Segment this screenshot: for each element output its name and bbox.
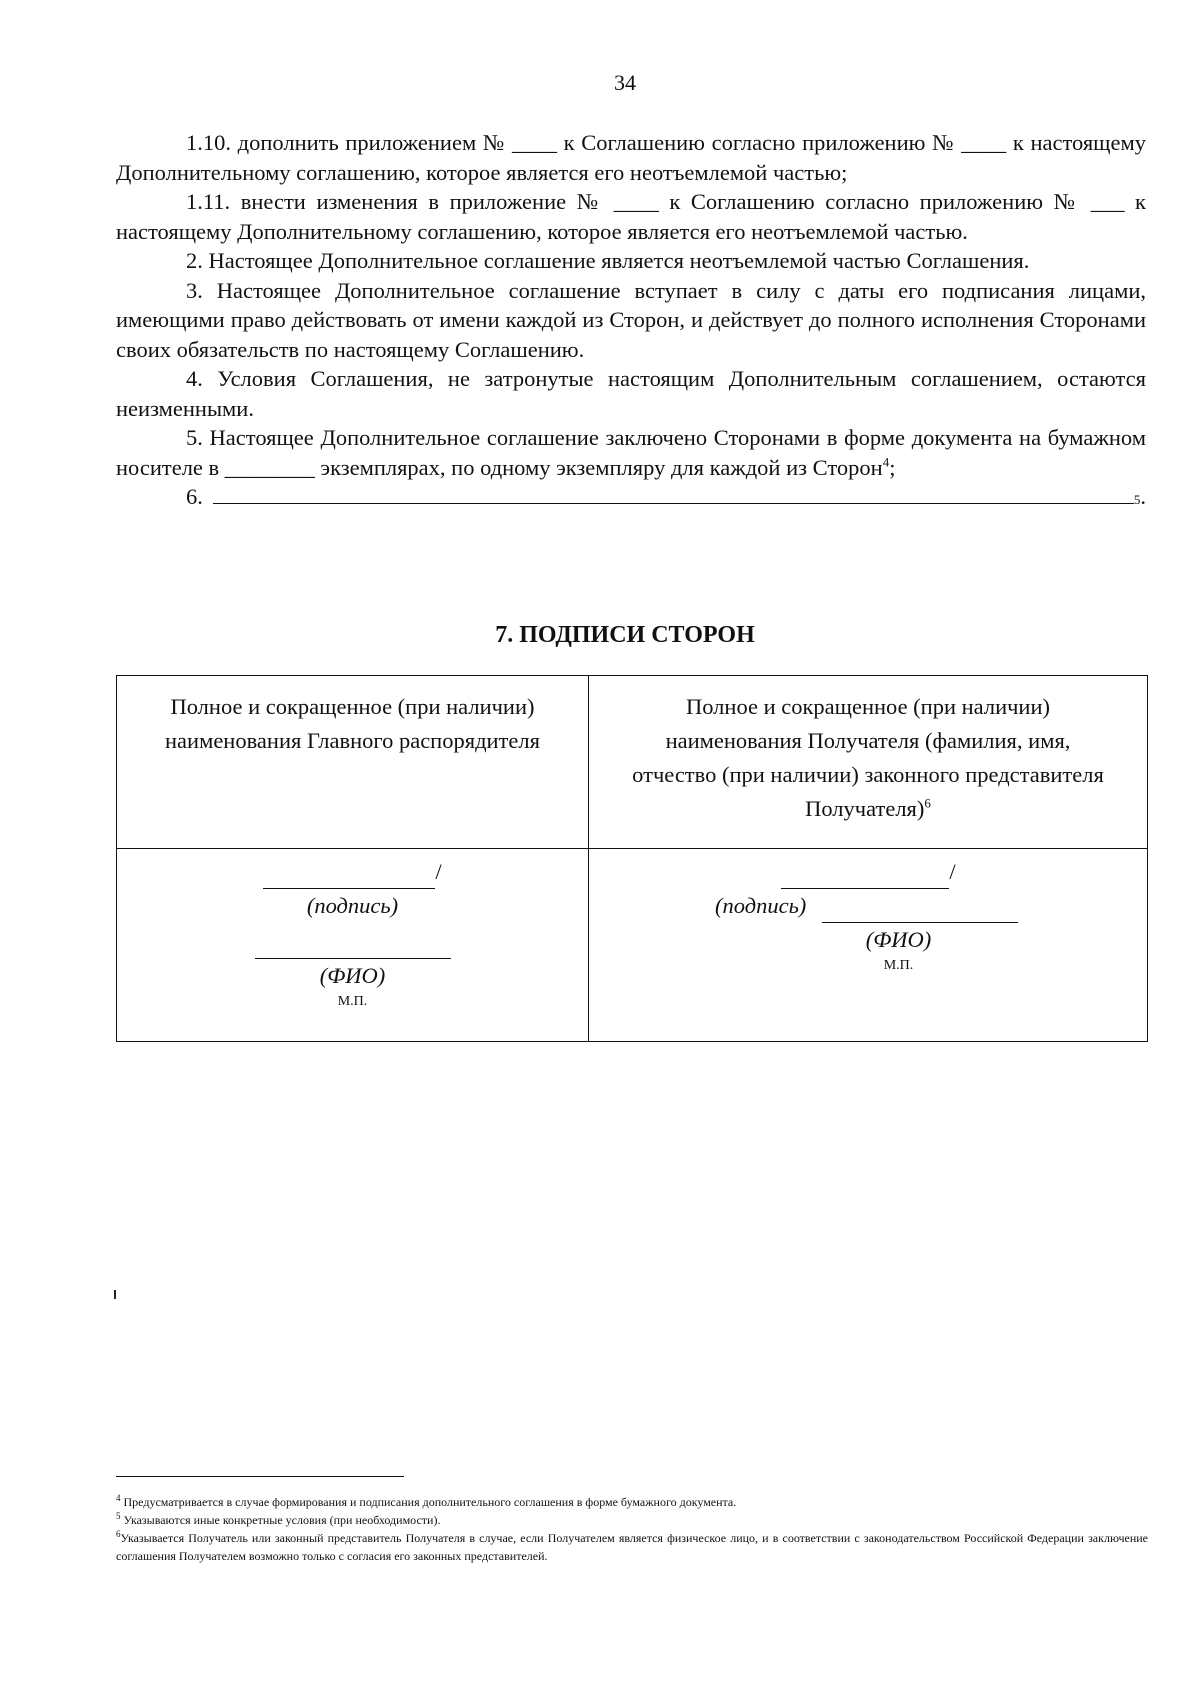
footnotes <box>116 1493 1148 1565</box>
section-title: 7. ПОДПИСИ СТОРОН <box>495 622 755 648</box>
footnote-ref-6: 6 <box>924 795 931 811</box>
left-signature-label: (подпись) <box>306 893 399 918</box>
paragraph-6: 6. 5 . <box>116 482 1146 512</box>
footnote-4 <box>116 1493 1148 1511</box>
left-party-header-cell <box>117 676 589 849</box>
signatures-row <box>117 849 1148 1042</box>
footnote-5 <box>116 1511 1148 1529</box>
left-signature-slash: / <box>435 859 442 884</box>
footnote-4-text: Предусматривается в случае формирования и подписания дополнительного соглашения в форме бумажного документа. <box>123 1495 737 1509</box>
left-signature-blank <box>263 864 435 889</box>
footnote-5-mark: 5 <box>116 1511 121 1521</box>
right-signature-line <box>589 855 1148 889</box>
signatures-table <box>116 675 1148 1042</box>
right-party-header-cell <box>589 676 1148 849</box>
paragraph-6-end: . <box>1140 484 1146 509</box>
paragraph-5-text: 5. Настоящее Дополнительное соглашение заключено Сторонами в форме документа на бумажном носителе в ________ экземплярах, по одному экземпляру для каждой из Сторон <box>116 425 1146 480</box>
right-signature-cell <box>589 849 1148 1042</box>
right-stamp-label: М.П. <box>883 958 914 973</box>
right-signature-label-row <box>589 889 1148 923</box>
left-signature-line <box>117 855 588 889</box>
paragraph-3: 3. Настоящее Дополнительное соглашение вступает в силу с даты его подписания лицами, имеющими право действовать от имени каждой из Сторон, и действует до полного исполнения Сторонами своих обязательств по настоящему Соглашению. <box>116 277 1146 362</box>
paragraph-1-11: 1.11. внести изменения в приложение № ____ к Соглашению согласно приложению № ___ к настоящему Дополнительному соглашению, которое является его неотъемлемой частью. <box>116 189 1146 244</box>
left-fio-line <box>117 925 588 959</box>
right-signature-block <box>589 855 1148 975</box>
right-party-header <box>589 690 1147 826</box>
paragraph-2: 2. Настоящее Дополнительное соглашение является неотъемлемой частью Соглашения. <box>186 248 1030 273</box>
left-fio-label: (ФИО) <box>319 963 386 988</box>
left-signature-cell <box>117 849 589 1042</box>
footnote-4-mark: 4 <box>116 1493 121 1503</box>
page-number: 34 <box>614 70 636 95</box>
footnote-ref-4: 4 <box>882 454 890 469</box>
left-party-header: Полное и сокращенное (при наличии) наименования Главного распорядителя <box>165 694 540 753</box>
right-party-header-text: Полное и сокращенное (при наличии) наименования Получателя (фамилия, имя, отчество (при наличии) законного представителя Получателя) <box>632 694 1104 821</box>
footnote-6-mark: 6 <box>116 1529 121 1539</box>
paragraph-4: 4. Условия Соглашения, не затронутые настоящим Дополнительным соглашением, остаются неизменными. <box>116 366 1146 421</box>
paragraph-6-number: 6. <box>186 484 203 509</box>
document-body <box>116 128 1146 512</box>
footnote-separator <box>116 1476 404 1477</box>
paragraph-5-end: ; <box>889 454 896 480</box>
right-fio-blank <box>822 898 1018 923</box>
footnote-6 <box>116 1529 1148 1565</box>
right-signature-slash: / <box>949 859 956 884</box>
paragraph-1-10: 1.10. дополнить приложением № ____ к Соглашению согласно приложению № ____ к настоящему Дополнительному соглашению, которое является его неотъемлемой частью; <box>116 130 1146 185</box>
footnote-6-text: Указывается Получатель или законный представитель Получателя в случае, если Получателем является физическое лицо, и в соответствии с законодательством Российской Федерации заключение соглашения Получателем возможно только с согласия его законных представителей. <box>116 1531 1148 1563</box>
right-signature-blank <box>781 864 949 889</box>
footnote-5-text: Указываются иные конкретные условия (при необходимости). <box>123 1513 441 1527</box>
right-fio-label: (ФИО) <box>865 927 932 952</box>
left-stamp-label: М.П. <box>337 994 368 1009</box>
left-signature-block <box>117 855 588 1011</box>
paragraph-6-blank-line <box>213 483 1134 504</box>
paragraph-5 <box>116 423 1146 482</box>
scan-speck <box>114 1290 116 1299</box>
left-fio-blank <box>255 934 451 959</box>
signatures-header-row <box>117 676 1148 849</box>
right-signature-label: (подпись) <box>715 893 807 918</box>
